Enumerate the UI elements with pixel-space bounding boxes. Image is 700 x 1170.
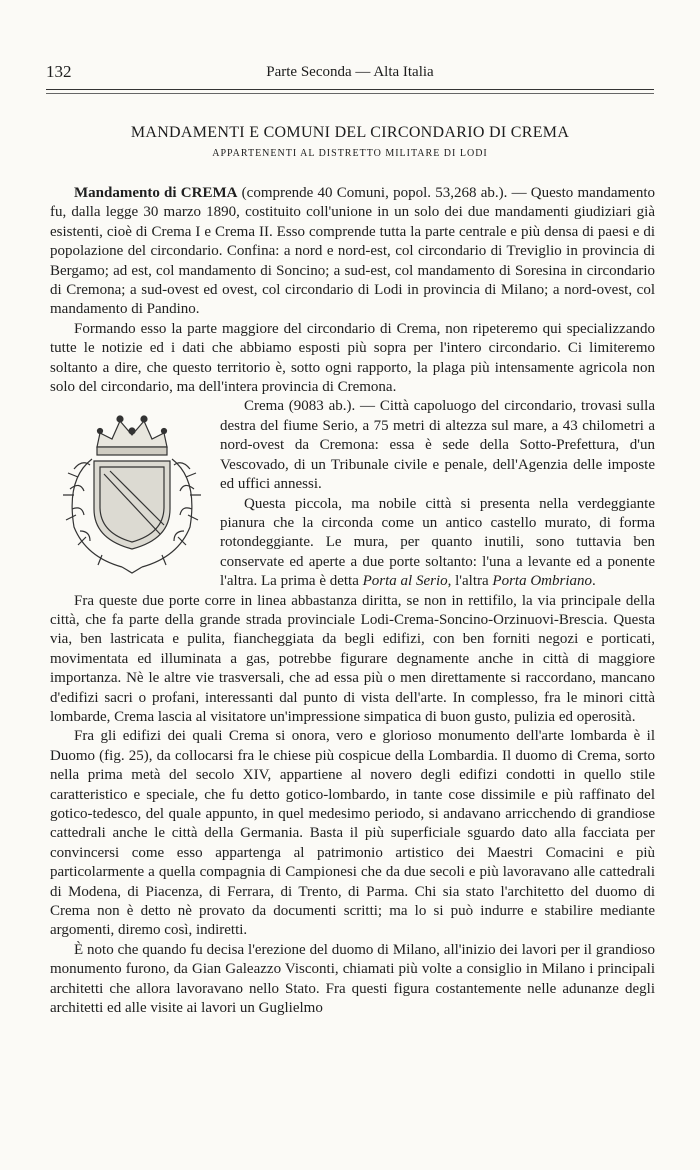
porta-al-serio: Porta al Serio (362, 573, 448, 590)
paragraph-territorio: Formando esso la parte maggiore del circondario di Crema, non ripeteremo qui specializzando tutte le notizie ed i dati che abbiamo esposti più sopra per l'intero circondario. Ci limiteremo soltanto a dire, che questo territorio è, sotto ogni rapporto, la plaga più intensamente agricola non solo del circondario, ma dell'intera provincia di Cremona. (50, 320, 655, 396)
paragraph-mura-mid: , l'altra (447, 573, 493, 590)
paragraph-mura-end: . (592, 573, 596, 590)
paragraph-mandamento (50, 184, 655, 320)
paragraph-duomo: Fra gli edifizi dei quali Crema si onora, vero e glorioso monumento dell'arte lombarda è il Duomo (fig. 25), da collocarsi fra le chiese più cospicue della Lombardia. Il duomo di Crema, sorto nella prima metà del secolo XIV, appartiene al novero degli edifizi condotti in quello stile caratteristico e speciale, che fu detto gotico-lombardo, in tante cose dissimile e più raffinato del gotico-tedesco, del quale appunto, in quel medesimo periodo, si andavano arricchendo di grandiose cattedrali anche le città della Germania. Basta il più superficiale sguardo dato alla facciata per convincersi come esso appartenga al patrimonio artistico dei Maestri Comacini e più particolarmente a quella compagnia di Campionesi che da due secoli e più lavoravano alle cattedrali di Modena, di Piacenza, di Ferrara, di Trento, di Parma. Chi sia stato l'architetto del duomo di Crema non è detto nè provato da documenti scritti; ma lo si può indurre e stabilire mediante argomenti, diremo così, indiretti. (50, 728, 655, 939)
paragraph-mura-text: Questa piccola, ma nobile città si presenta nella verdeggiante pianura che la circonda come un antico castello murato, di forma rotondeggiante. Le mura, per quanto inutili, sono tuttavia ben conservate ed aperte a due porte soltanto: l'una a levante ed a ponente l'altra. La prima è detta (220, 495, 655, 590)
page-number: 132 (46, 62, 72, 81)
section-title: MANDAMENTI E COMUNI DEL CIRCONDARIO DI CREMA (130, 124, 570, 141)
paragraph-crema-intro-text: (9083 ab.). — Città capoluogo del circondario, trovasi sulla destra del fiume Serio, a 75 metri di altezza sul mare, a 43 chilometri a nord-ovest da Cremona: essa è sede della Sotto-Prefettura, d'un Vescovado, di un Tribunale civile e penale, dell'Agenzia delle imposte ed uffici annessi. (220, 398, 655, 493)
body-text (50, 184, 655, 1018)
header-rule (46, 89, 654, 90)
header-rule-thin (46, 93, 654, 94)
section-subtitle: APPARTENENTI AL DISTRETTO MILITARE DI LODI (212, 148, 488, 159)
paragraph-via-principale: Fra queste due porte corre in linea abbastanza diritta, se non in rettifilo, la via principale della città, che fa parte della grande strada provinciale Lodi-Crema-Soncino-Orzinuovi-Brescia. Questa via, ben lastricata e pulita, fiancheggiata da begli edifizi, con ben forniti negozi e porticati, movimentata ed illuminata a gas, potrebbe figurare degnamente anche in città di maggiore importanza. Nè le altre vie trasversali, che ad essa più o men direttamente si raccordano, mancano d'edifizi sacri o profani, interessanti dal punto di vista dell'arte. In complesso, fra le minori città lombarde, Crema lascia al visitatore un'impressione simpatica di buon gusto, pulizia ed operosità. (50, 592, 655, 725)
porta-ombriano: Porta Ombriano (492, 573, 592, 590)
lead-mandamento: Mandamento di CREMA (74, 185, 238, 201)
page-header (46, 62, 654, 86)
crema-coat-of-arms-illustration (52, 399, 212, 581)
running-head: Parte Seconda — Alta Italia (266, 64, 434, 80)
lead-crema: Crema (244, 398, 284, 415)
paragraph-duomo-milano: È noto che quando fu decisa l'erezione del duomo di Milano, all'inizio dei lavori per il grandioso monumento furono, da Gian Galeazzo Visconti, chiamati più volte a consiglio in Milano i principali architetti che allora lavoravano nello Stato. Fra questi figura costantemente nelle adunanze degli architetti ed alle visite ai lavori un Guglielmo (50, 941, 655, 1017)
paragraph-mandamento-text: (comprende 40 Comuni, popol. 53,268 ab.). — Questo mandamento fu, dalla legge 30 marzo 1890, costituito coll'unione in un solo dei due mandamenti giudiziari già esistenti, cioè di Crema I e Crema II. Esso comprende tutta la parte centrale e più densa di paesi e di popolazione del circondario. Confina: a nord e nord-est, col circondario di Treviglio in provincia di Bergamo; ad est, col mandamento di Soncino; a sud-est, col mandamento di Soresina in circondario di Cremona; a sud-ovest ed ovest, col circondario di Lodi in provincia di Milano; a nord-ovest, col mandamento di Pandino. (50, 185, 655, 318)
